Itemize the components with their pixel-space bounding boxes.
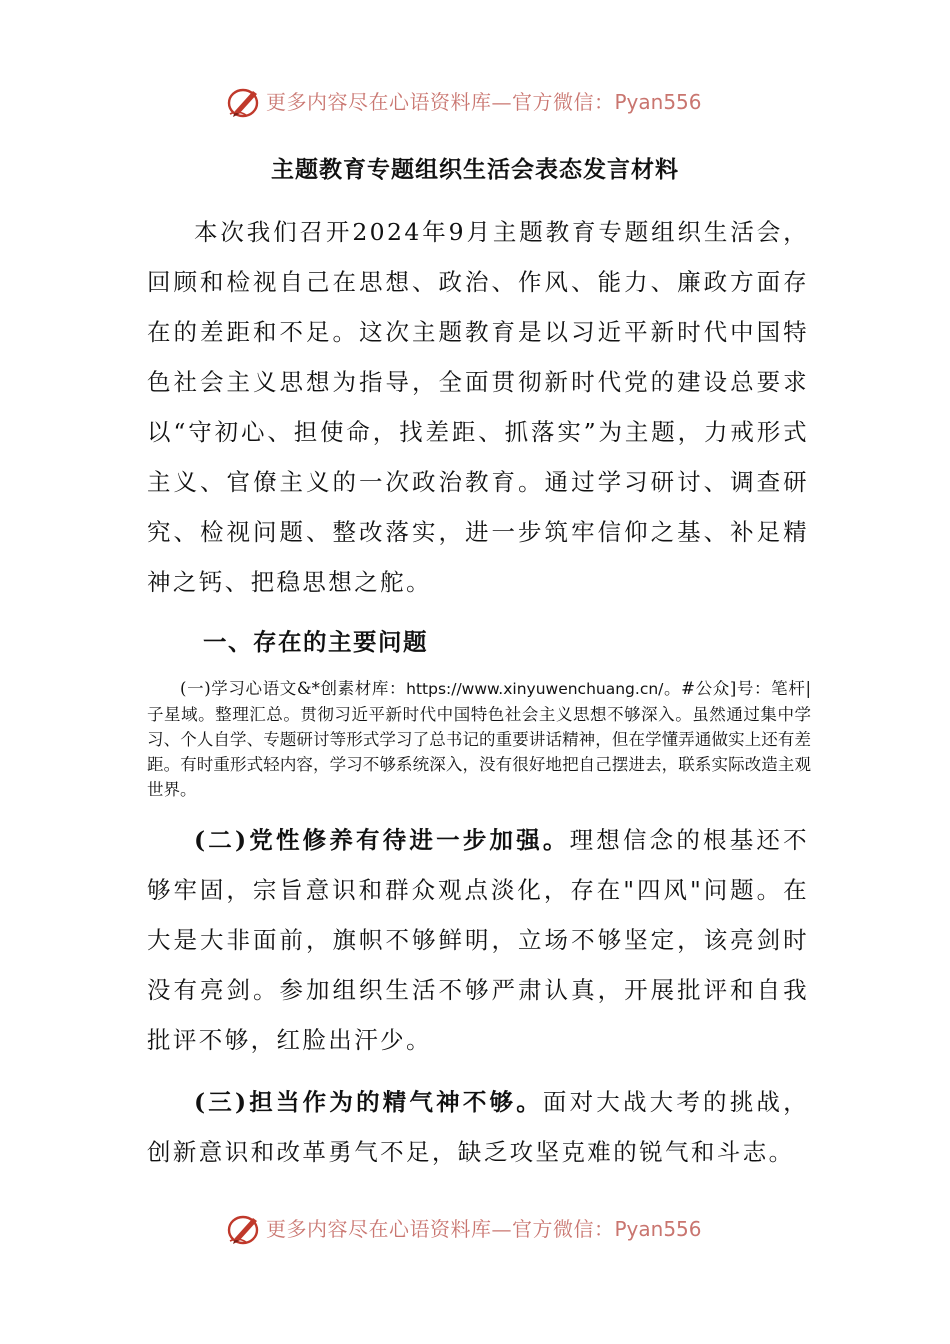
item1-prefix: (一)学习心语文&*创素材库： xyxy=(180,679,407,698)
problem-item-3 xyxy=(147,1077,809,1177)
item2-body: 理想信念的根基还不够牢固，宗旨意识和群众观点淡化，存在"四风"问题。在大是大非面前，旗帜不够鲜明，立场不够坚定，该亮剑时没有亮剑。参加组织生活不够严肃认真，开展批评和自我批评不够，红脸出汗少。 xyxy=(147,826,809,1054)
footer-watermark-banner xyxy=(0,1209,950,1249)
watermark-text: 更多内容尽在心语资料库—官方微信：Pyan556 xyxy=(266,1217,702,1241)
intro-paragraph: 本次我们召开2024年9月主题教育专题组织生活会，回顾和检视自己在思想、政治、作风、能力、廉政方面存在的差距和不足。这次主题教育是以习近平新时代中国特色社会主义思想为指导，全面贯彻新时代党的建设总要求以“守初心、担使命，找差距、抓落实”为主题，力戒形式主义、官僚主义的一次政治教育。通过学习研讨、调查研究、检视问题、整改落实，进一步筑牢信仰之基、补足精神之钙、把稳思想之舵。 xyxy=(147,218,809,596)
item2-lead: (二)党性修养有待进一步加强。 xyxy=(194,826,570,854)
wechat-id: Pyan556 xyxy=(614,1217,702,1241)
section-heading-main-problems: 一、存在的主要问题 xyxy=(203,628,428,656)
problem-item-2 xyxy=(147,815,809,1065)
pen-logo-icon xyxy=(226,1211,262,1247)
item1-body: 。#公众]号：笔杆|子星域。整理汇总。贯彻习近平新时代中国特色社会主义思想不够深入。虽然通过集中学习、个人自学、专题研讨等形式学习了总书记的重要讲话精神，但在学懂弄通做实上还有差距。有时重形式轻内容，学习不够系统深入，没有很好地把自己摆进去，联系实际改造主观世界。 xyxy=(147,679,812,799)
item1-url: https://www.xinyuwenchuang.cn/ xyxy=(406,680,664,698)
problem-item-1 xyxy=(147,676,811,802)
watermark-text: 更多内容尽在心语资料库—官方微信：Pyan556 xyxy=(266,90,702,114)
header-watermark-banner xyxy=(0,82,950,122)
item3-lead: (三)担当作为的精气神不够。 xyxy=(194,1088,543,1116)
wechat-id: Pyan556 xyxy=(614,90,702,114)
item3-body: 面对大战大考的挑战，创新意识和改革勇气不足，缺乏攻坚克难的锐气和斗志。 xyxy=(147,1088,809,1166)
pen-logo-icon xyxy=(226,84,262,120)
document-title: 主题教育专题组织生活会表态发言材料 xyxy=(271,156,679,183)
